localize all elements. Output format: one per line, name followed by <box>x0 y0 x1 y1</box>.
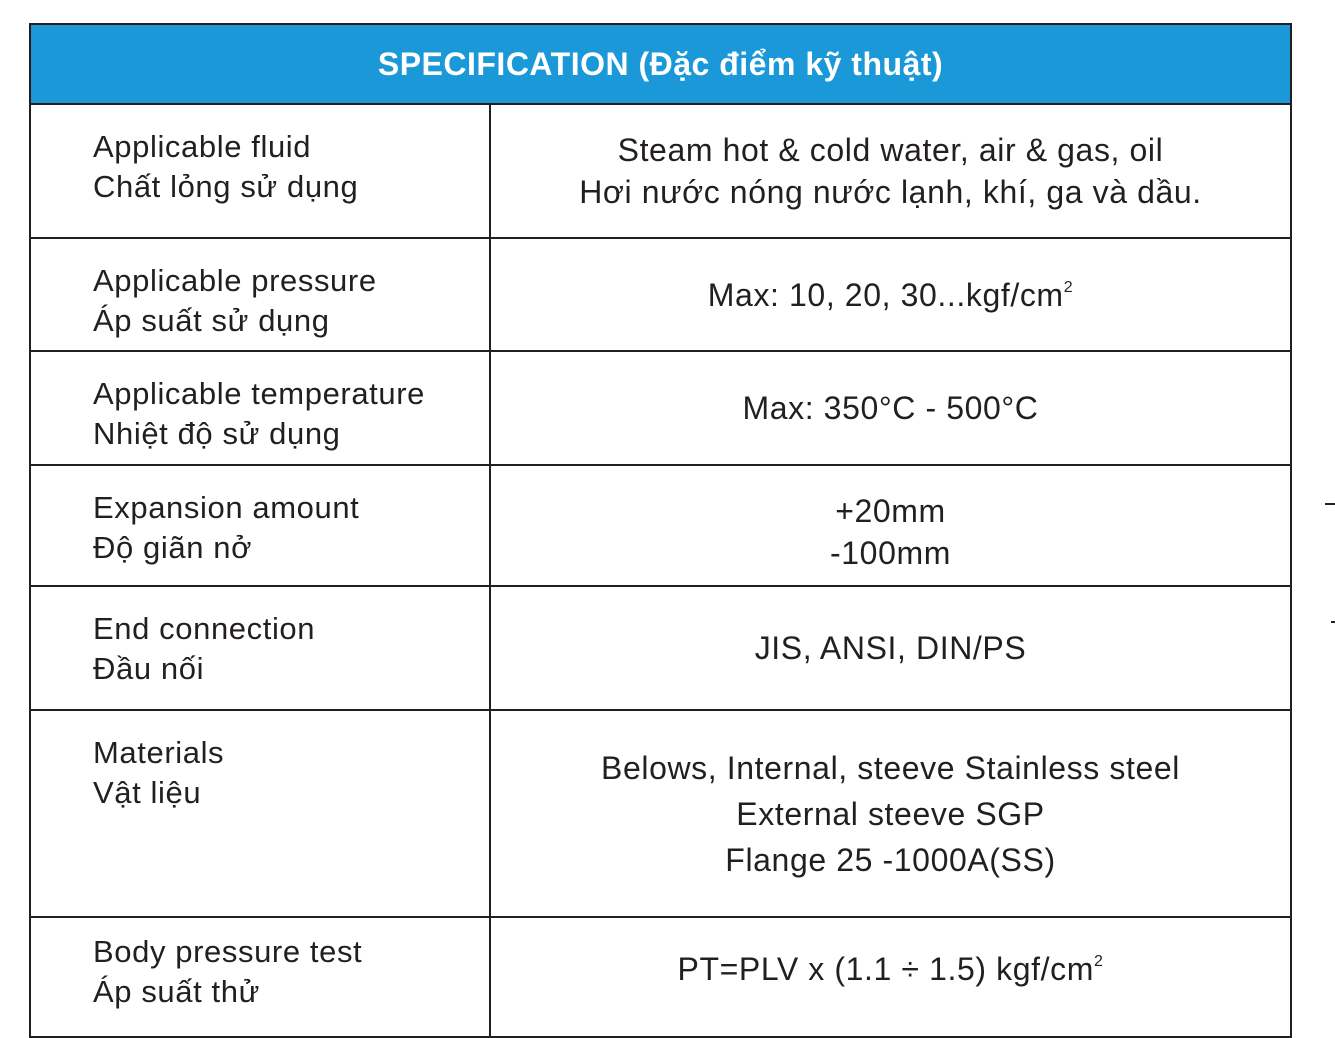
value-line: Belows, Internal, steeve Stainless steel <box>601 749 1180 786</box>
value-line <box>491 948 1290 990</box>
label-vietnamese: Vật liệu <box>93 775 202 810</box>
row-value <box>490 351 1291 465</box>
row-label <box>30 586 490 710</box>
specification-table <box>29 23 1292 1038</box>
table-row-applicable-fluid <box>30 104 1291 238</box>
label-english: Applicable temperature <box>93 376 425 411</box>
table-row-body-pressure-test <box>30 917 1291 1037</box>
label-vietnamese: Nhiệt độ sử dụng <box>93 416 341 451</box>
edge-tick-mark <box>1331 621 1335 623</box>
row-value <box>490 710 1291 917</box>
value-line: External steeve SGP <box>736 795 1045 832</box>
label-vietnamese: Độ giãn nở <box>93 530 253 565</box>
table-row-applicable-temperature <box>30 351 1291 465</box>
table-row-end-connection <box>30 586 1291 710</box>
row-value <box>490 465 1291 586</box>
value-line: Flange 25 -1000A(SS) <box>725 841 1056 878</box>
label-vietnamese: Áp suất sử dụng <box>93 303 330 338</box>
row-value <box>490 917 1291 1037</box>
label-english: Expansion amount <box>93 490 360 525</box>
value-line <box>491 274 1290 316</box>
row-label <box>30 351 490 465</box>
label-english: Applicable fluid <box>93 129 312 164</box>
label-english: Applicable pressure <box>93 263 377 298</box>
superscript: 2 <box>1063 278 1074 296</box>
value-line: JIS, ANSI, DIN/PS <box>754 630 1027 666</box>
row-label <box>30 917 490 1037</box>
row-value <box>490 586 1291 710</box>
table-title: SPECIFICATION (Đặc điểm kỹ thuật) <box>30 24 1291 104</box>
label-vietnamese: Đầu nối <box>93 651 205 686</box>
table-row-expansion-amount <box>30 465 1291 586</box>
table-row-materials <box>30 710 1291 917</box>
row-label <box>30 104 490 238</box>
row-value <box>490 238 1291 351</box>
edge-tick-mark <box>1325 503 1335 505</box>
value-text: Max: 10, 20, 30...kgf/cm <box>707 276 1064 313</box>
label-vietnamese: Áp suất thử <box>93 974 260 1009</box>
row-label <box>30 238 490 351</box>
superscript: 2 <box>1093 953 1104 970</box>
label-english: Materials <box>93 735 225 770</box>
label-vietnamese: Chất lỏng sử dụng <box>93 169 359 204</box>
value-line: -100mm <box>830 535 951 571</box>
row-label <box>30 465 490 586</box>
value-line: +20mm <box>835 493 946 529</box>
value-line: Hơi nước nóng nước lạnh, khí, ga và dầu. <box>579 174 1202 210</box>
value-text: PT=PLV x (1.1 ÷ 1.5) kgf/cm <box>677 951 1094 987</box>
value-line: Max: 350°C - 500°C <box>742 390 1039 426</box>
table-row-applicable-pressure <box>30 238 1291 351</box>
label-english: End connection <box>93 611 316 646</box>
row-value <box>490 104 1291 238</box>
value-line: Steam hot & cold water, air & gas, oil <box>617 132 1164 168</box>
table-header-row <box>30 24 1291 104</box>
label-english: Body pressure test <box>93 934 363 969</box>
row-label <box>30 710 490 917</box>
